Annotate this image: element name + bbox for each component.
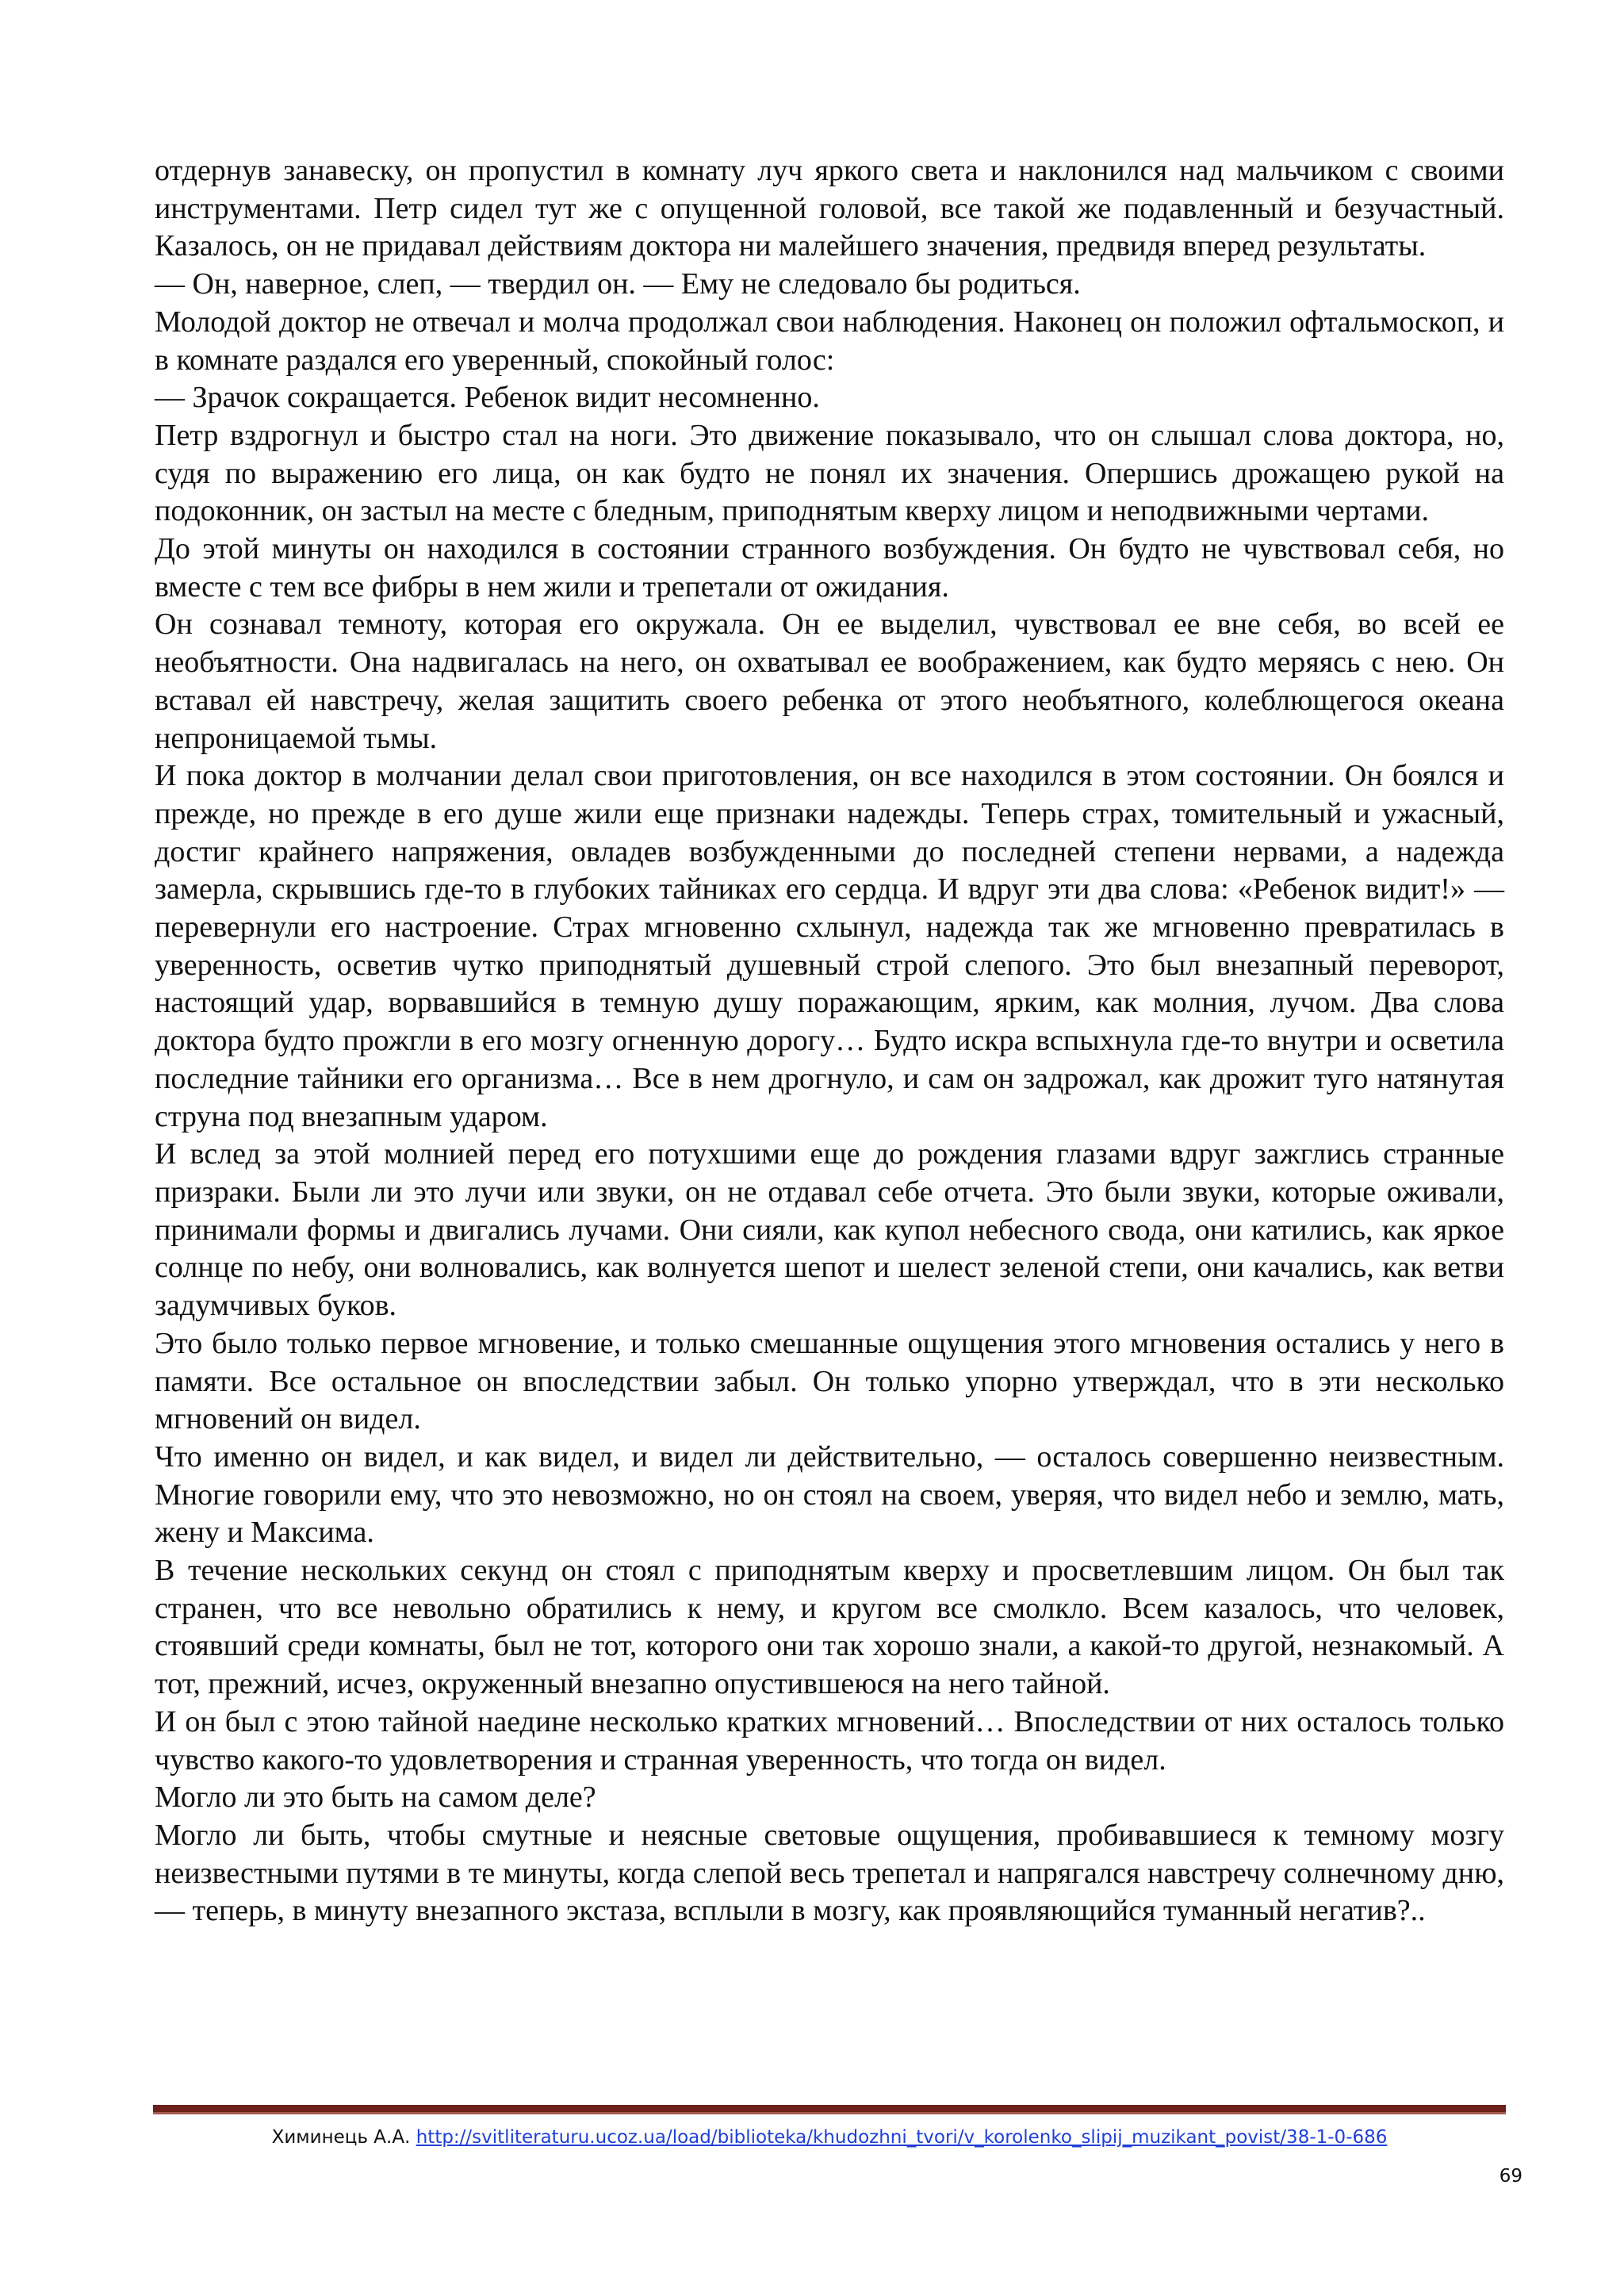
paragraph: — Зрачок сокращается. Ребенок видит несомненно. [155,381,820,415]
footer-divider [153,2105,1506,2114]
footer-citation [153,2127,1506,2148]
paragraph: Могло ли быть, чтобы смутные и неясные световые ощущения, пробивавшиеся к темному мозгу неизвестными путями в те минуты, когда слепой весь трепетал и напрягался навстречу солнечному дню, — теперь, в минуту внезапного экстаза, всплыли в мозгу, как проявляющийся туманный негатив?.. [155,1818,1504,1928]
paragraph: И пока доктор в молчании делал свои приготовления, он все находился в этом состоянии. Он боялся и прежде, но прежде в его душе жили еще признаки надежды. Теперь страх, томительный и ужасный, достиг крайнего напряжения, овладев возбужденными до последней степени нервами, а надежда замерла, скрывшись где-то в глубоких тайниках его сердца. И вдруг эти два слова: «Ребенок видит!» — перевернули его настроение. Страх мгновенно схлынул, надежда так же мгновенно превратилась в уверенность, осветив чутко приподнятый душевный строй слепого. Это был внезапный переворот, настоящий удар, ворвавшийся в темную душу поражающим, ярким, как молния, лучом. Два слова доктора будто прожгли в его мозгу огненную дорогу… Будто искра вспыхнула где-то внутри и осветила последние тайники его организма… Все в нем дрогнуло, и сам он задрожал, как дрожит туго натянутая струна под внезапным ударом. [155,759,1504,1133]
page-number: 69 [1499,2166,1522,2187]
paragraph: Это было только первое мгновение, и только смешанные ощущения этого мгновения остались у него в памяти. Все остальное он впоследствии забыл. Он только упорно утверждал, что в эти несколько мгновений он видел. [155,1326,1504,1436]
source-link[interactable]: http://svitliteraturu.ucoz.ua/load/biblioteka/khudozhni_tvori/v_korolenko_slipij_muzikant_povist/38-1-0-686 [416,2127,1388,2148]
paragraph: — Он, наверное, слеп, — твердил он. — Ему не следовало бы родиться. [155,267,1081,301]
paragraph: Молодой доктор не отвечал и молча продолжал свои наблюдения. Наконец он положил офтальмоскоп, и в комнате раздался его уверенный, спокойный голос: [155,305,1504,377]
paragraph: Он сознавал темноту, которая его окружала. Он ее выделил, чувствовал ее вне себя, во всей ее необъятности. Она надвигалась на него, он охватывал ее воображением, как будто меряясь с нею. Он вставал ей навстречу, желая защитить своего ребенка от этого необъятного, колеблющегося океана непроницаемой тьмы. [155,608,1504,755]
paragraph: Что именно он видел, и как видел, и видел ли действительно, — осталось совершенно неизвестным. Многие говорили ему, что это невозможно, но он стоял на своем, уверяя, что видел небо и землю, мать, жену и Максима. [155,1439,1504,1550]
footer-author: Химинець А.А. [271,2127,411,2148]
document-body [155,152,1504,1930]
paragraph: отдернув занавеску, он пропустил в комнату луч яркого света и наклонился над мальчиком с своими инструментами. Петр сидел тут же с опущенной головой, все такой же подавленный и безучастный. Казалось, он не придавал действиям доктора ни малейшего значения, предвидя вперед результаты. [155,154,1504,263]
paragraph: В течение нескольких секунд он стоял с приподнятым кверху и просветлевшим лицом. Он был так странен, что все невольно обратились к нему, и кругом все смолкло. Всем казалось, что человек, стоявший среди комнаты, был не тот, которого они так хорошо знали, а какой-то другой, незнакомый. А тот, прежний, исчез, окруженный внезапно опустившеюся на него тайной. [155,1554,1504,1701]
paragraph: И вслед за этой молнией перед его потухшими еще до рождения глазами вдруг зажглись странные призраки. Были ли это лучи или звуки, он не отдавал себе отчета. Это были звуки, которые оживали, принимали формы и двигались лучами. Они сияли, как купол небесного свода, они катились, как яркое солнце по небу, они волновались, как волнуется шепот и шелест зеленой степи, они качались, как ветви задумчивых буков. [155,1137,1504,1323]
paragraph: До этой минуты он находился в состоянии странного возбуждения. Он будто не чувствовал себя, но вместе с тем все фибры в нем жили и трепетали от ожидания. [155,532,1504,604]
paragraph: Петр вздрогнул и быстро стал на ноги. Это движение показывало, что он слышал слова доктора, но, судя по выражению его лица, он как будто не понял их значения. Опершись дрожащею рукой на подоконник, он застыл на месте с бледным, приподнятым кверху лицом и неподвижными чертами. [155,418,1504,528]
paragraph: И он был с этою тайной наедине несколько кратких мгновений… Впоследствии от них осталось только чувство какого-то удовлетворения и странная уверенность, что тогда он видел. [155,1704,1504,1777]
paragraph: Могло ли это быть на самом деле? [155,1780,596,1815]
